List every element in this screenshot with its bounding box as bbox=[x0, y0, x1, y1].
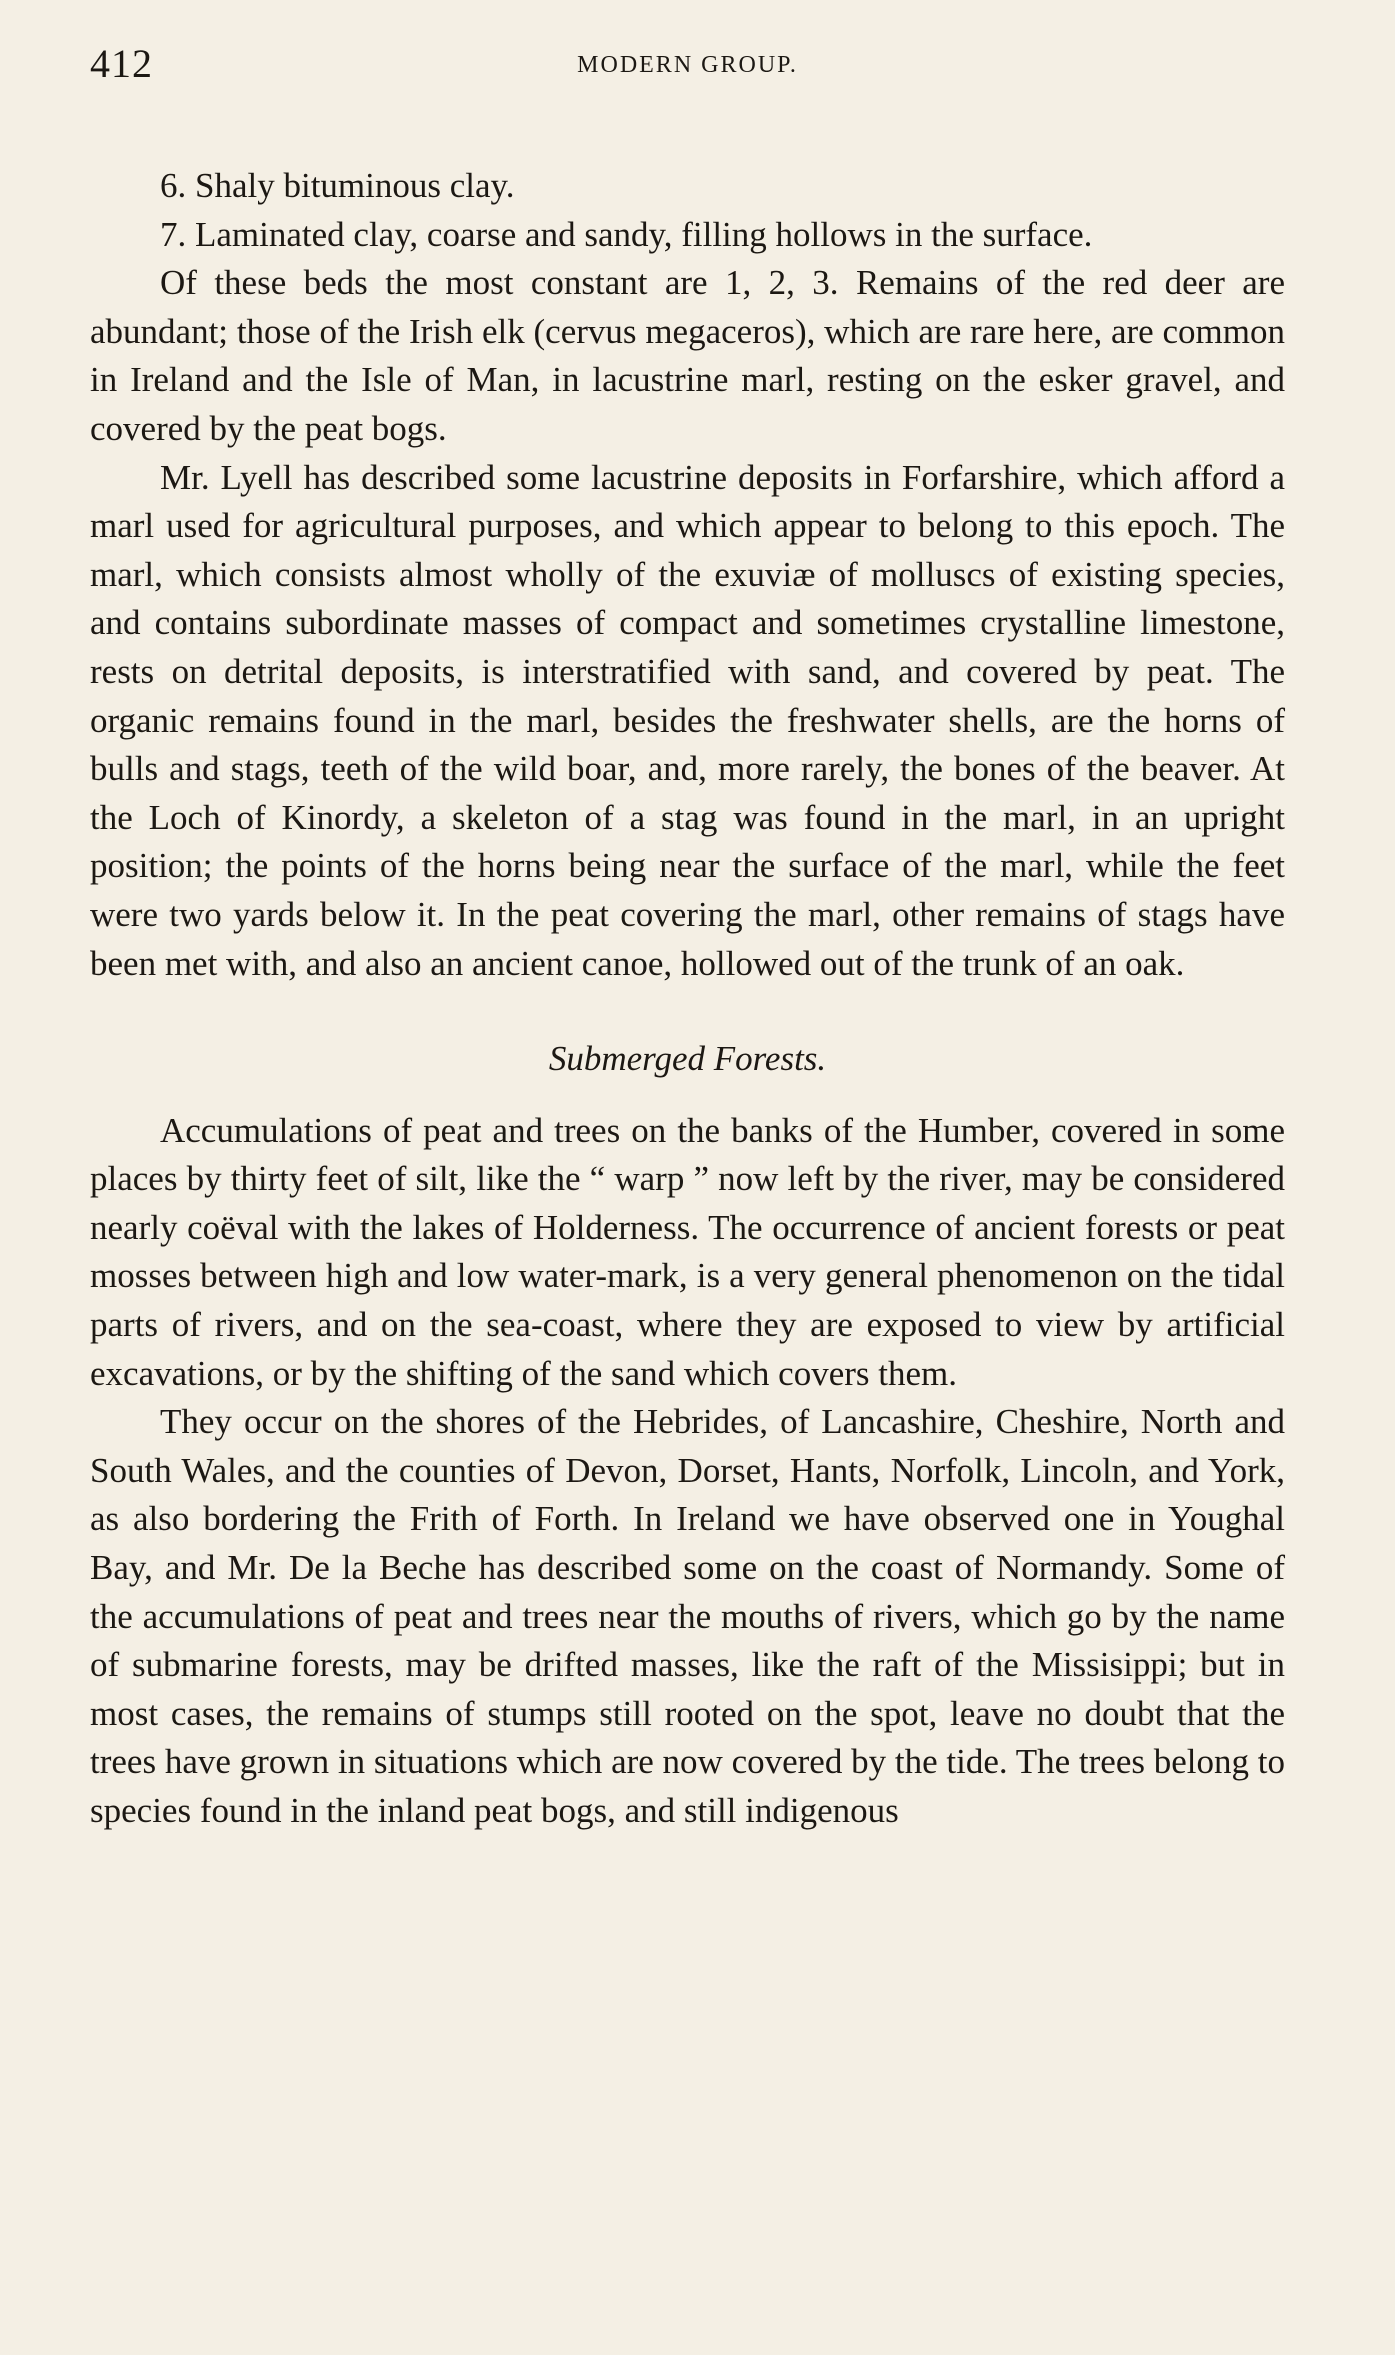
book-page bbox=[90, 40, 1285, 1836]
paragraph-lyell: Mr. Lyell has described some lacustrine deposits in Forfarshire, which afford a marl used for agricultural purposes, and which appear to belong to this epoch. The marl, which consists almost wholly of the exuviæ of molluscs of existing species, and contains subordinate masses of compact and sometimes crystalline limestone, rests on detrital deposits, is interstratified with sand, and covered by peat. The organic remains found in the marl, besides the freshwater shells, are the horns of bulls and stags, teeth of the wild boar, and, more rarely, the bones of the beaver. At the Loch of Kinordy, a skeleton of a stag was found in the marl, in an upright position; the points of the horns being near the surface of the marl, while the feet were two yards below it. In the peat covering the marl, other remains of stags have been met with, and also an ancient canoe, hollowed out of the trunk of an oak. bbox=[90, 457, 1285, 983]
paragraph-accumulations: Accumulations of peat and trees on the banks of the Humber, covered in some places by thirty feet of silt, like the “ warp ” now left by the river, may be considered nearly coëval with the lakes of Holderness. The occurrence of ancient forests or peat mosses between high and low water-mark, is a very general phenomenon on the tidal parts of rivers, and on the sea-coast, where they are exposed to view by artificial excavations, or by the shifting of the sand which covers them. bbox=[90, 1110, 1285, 1393]
paragraph-item-7: 7. Laminated clay, coarse and sandy, filling hollows in the surface. bbox=[160, 214, 1093, 254]
page-header bbox=[90, 40, 1285, 100]
paragraph-item-6: 6. Shaly bituminous clay. bbox=[160, 166, 515, 205]
body-text bbox=[90, 162, 1285, 1836]
paragraph-shores: They occur on the shores of the Hebrides, of Lancashire, Cheshire, North and South Wales, and the counties of Devon, Dorset, Hants, Norfolk, Lincoln, and York, as also bordering the Frith of Forth. In Ireland we have observed one in Youghal Bay, and Mr. De la Beche has described some on the coast of Normandy. Some of the accumulations of peat and trees near the mouths of rivers, which go by the name of submarine forests, may be drifted masses, like the raft of the Missisippi; but in most cases, the remains of stumps still rooted on the spot, leave no doubt that the trees have grown in situations which are now covered by the tide. The trees belong to species found in the inland peat bogs, and still indigenous bbox=[90, 1402, 1285, 1830]
running-head: MODERN GROUP. bbox=[577, 52, 798, 78]
page-number: 412 bbox=[90, 41, 153, 86]
paragraph-remains: Of these beds the most constant are 1, 2, 3. Remains of the red deer are abundant; those of the Irish elk (cervus megaceros), which are rare here, are common in Ireland and the Isle of Man, in lacustrine marl, resting on the esker gravel, and covered by the peat bogs. bbox=[90, 263, 1285, 448]
section-heading: Submerged Forests. bbox=[548, 1039, 827, 1079]
